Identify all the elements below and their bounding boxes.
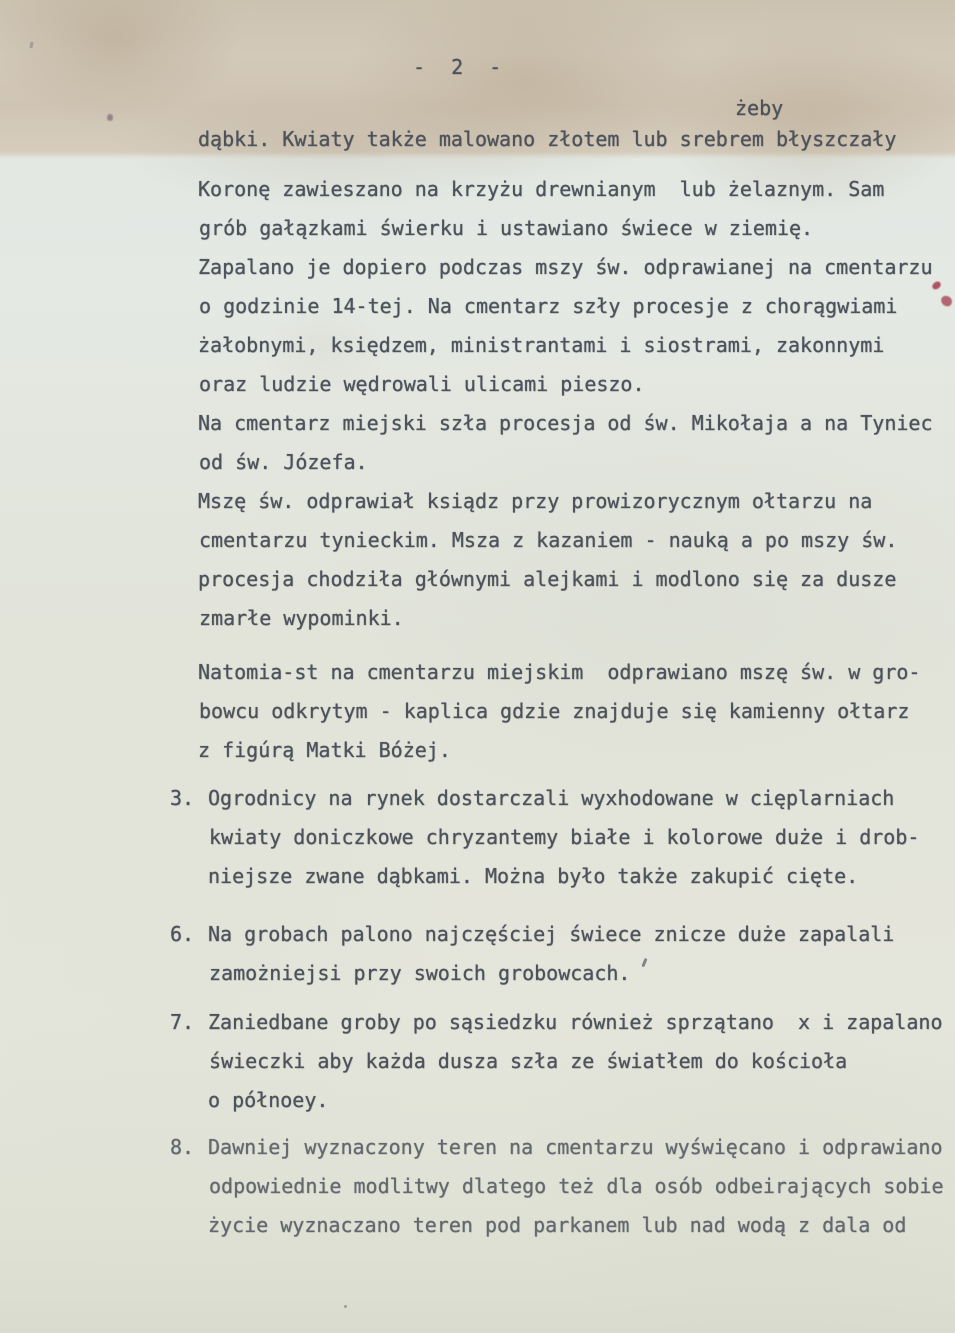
inserted-word-above-line: żeby (735, 96, 784, 120)
paragraph-1 (198, 120, 955, 159)
text-line: Zaniedbane groby po sąsiedzku również sprzątano x i zapalano (208, 1010, 943, 1034)
list-item-6 (170, 915, 955, 993)
text-line: z figúrą Matki Bóżej. (198, 738, 451, 762)
text-line: zmarłe wypominki. (199, 606, 404, 630)
text-line: bowcu odkrytym - kaplica gdzie znajduje się kamienny ołtarz (199, 699, 910, 723)
text-line: Natomia-st na cmentarzu miejskim odprawiano mszę św. w gro- (198, 660, 921, 684)
text-line: dąbki. Kwiaty także malowano złotem lub srebrem błyszczały (198, 127, 897, 151)
page-number: - 2 - (413, 55, 509, 79)
text-line: Ogrodnicy na rynek dostarczali wyxhodowane w cięplarniach (208, 786, 895, 810)
text-line: o półnoey. (208, 1088, 329, 1112)
text-line: grób gałązkami świerku i ustawiano świece w ziemię. (199, 216, 814, 240)
list-item-number: 3. (170, 786, 195, 810)
paragraph-3 (198, 653, 955, 770)
text-line: świeczki aby każda dusza szła ze światłem do kościoła (209, 1049, 848, 1073)
bottom-scan-dot (344, 1305, 347, 1308)
text-line: Zapalano je dopiero podczas mszy św. odprawianej na cmentarzu (198, 255, 933, 279)
text-line: żałobnymi, księdzem, ministrantami i siostrami, zakonnymi (198, 333, 885, 357)
text-line: Koronę zawieszano na krzyżu drewnianym lub żelaznym. Sam (198, 177, 885, 201)
text-line: niejsze zwane dąbkami. Można było także zakupić cięte. (208, 864, 859, 888)
corner-scan-mark (29, 42, 33, 48)
text-line: od św. Józefa. (199, 450, 368, 474)
text-line: procesja chodziła głównymi alejkami i modlono się za dusze (198, 567, 897, 591)
list-item-text (208, 1128, 955, 1245)
text-line: Mszę św. odprawiał ksiądz przy prowizorycznym ołtarzu na (198, 489, 873, 513)
text-line: cmentarzu tynieckim. Msza z kazaniem - nauką a po mszy św. (199, 528, 898, 552)
text-line: życie wyznaczano teren pod parkanem lub nad wodą z dala od (208, 1213, 907, 1237)
list-item-3 (170, 779, 955, 896)
paragraph-2 (198, 170, 955, 638)
list-item-number: 8. (170, 1135, 195, 1159)
text-line: kwiaty doniczkowe chryzantemy białe i kolorowe duże i drob- (209, 825, 920, 849)
text-line: Na grobach palono najczęściej świece znicze duże zapalali (208, 922, 895, 946)
text-line: odpowiednie modlitwy dlatego też dla osób odbeirających sobie (209, 1174, 944, 1198)
text-line: Dawniej wyznaczony teren na cmentarzu wyświęcano i odprawiano (208, 1135, 943, 1159)
list-item-text (208, 1003, 955, 1120)
list-item-8 (170, 1128, 955, 1245)
text-line: o godzinie 14-tej. Na cmentarz szły procesje z chorągwiami (199, 294, 898, 318)
text-line: oraz ludzie wędrowali ulicami pieszo. (199, 372, 645, 396)
list-item-7 (170, 1003, 955, 1120)
page-content (0, 120, 955, 1245)
list-item-text (208, 779, 955, 896)
list-item-text (208, 915, 955, 993)
text-line: Na cmentarz miejski szła procesja od św. Mikołaja a na Tyniec (198, 411, 933, 435)
text-line: zamożniejsi przy swoich grobowcach. (209, 961, 631, 985)
list-item-number: 6. (170, 922, 195, 946)
list-item-number: 7. (170, 1010, 195, 1034)
